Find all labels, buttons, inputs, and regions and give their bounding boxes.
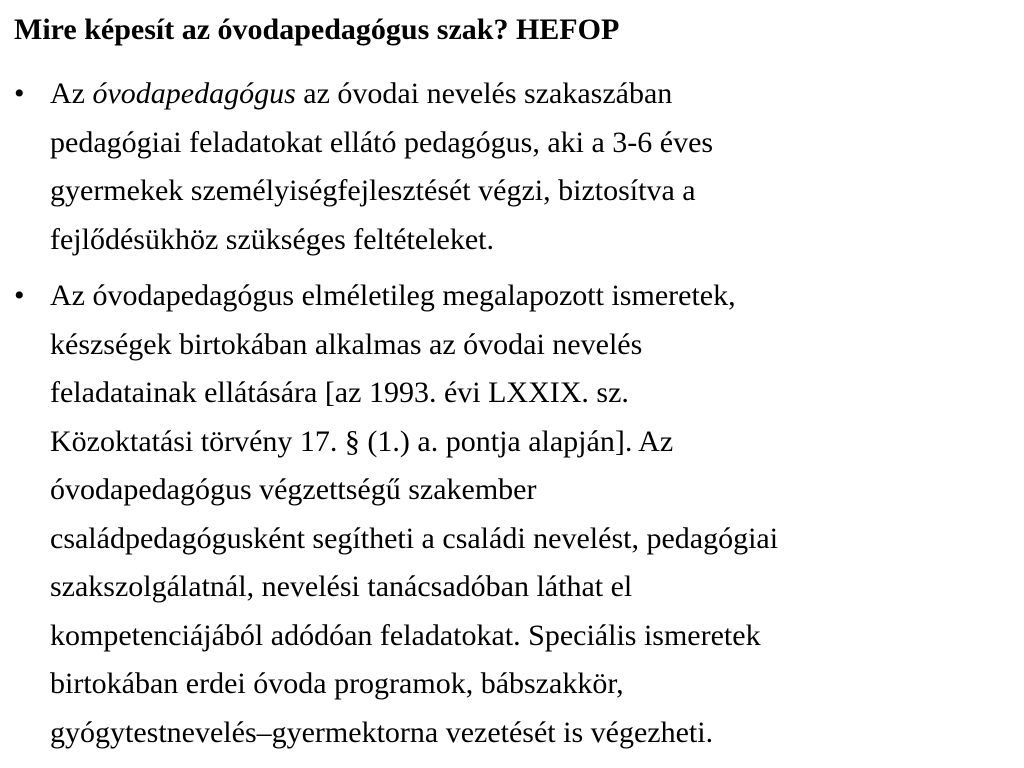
bullet-icon: • <box>14 279 25 312</box>
bullet-icon: • <box>14 77 25 110</box>
bullet-line <box>50 70 1020 119</box>
bullet-line: pedagógiai feladatokat ellátó pedagógus, aki a 3-6 éves <box>50 125 714 159</box>
bullet-line: birtokában erdei óvoda programok, bábszakkör, <box>50 667 624 700</box>
bullet-line: gyermekek személyiségfejlesztését végzi, biztosítva a <box>50 174 696 207</box>
bullet-item <box>14 70 1020 264</box>
slide-title: Mire képesít az óvodapedagógus szak? HEFOP <box>14 13 620 46</box>
bullet-line: családpedagógusként segítheti a családi nevelést, pedagógiai <box>50 521 779 555</box>
bullet-line: készségek birtokában alkalmas az óvodai nevelés <box>50 327 643 361</box>
emphasized-term: óvodapedagógus <box>92 77 296 110</box>
bullet-line: Az óvodapedagógus elméletileg megalapozott ismeretek, <box>50 279 736 312</box>
bullet-line: óvodapedagógus végzettségű szakember <box>50 473 537 506</box>
bullet-line: kompetenciájából adódóan feladatokat. Speciális ismeretek <box>50 618 761 652</box>
bullet-list <box>14 70 1020 765</box>
bullet-line: feladatainak ellátására [az 1993. évi LXXIX. sz. <box>50 376 629 409</box>
text-run: az óvodai nevelés szakaszában <box>295 77 673 110</box>
bullet-line: Közoktatási törvény 17. § (1.) a. pontja alapján]. Az <box>50 424 674 458</box>
text-run: Az <box>50 77 93 110</box>
bullet-line: gyógytestnevelés–gyermektorna vezetését is végezheti. <box>50 715 714 749</box>
bullet-line: szakszolgálatnál, nevelési tanácsadóban láthat el <box>50 570 633 603</box>
bullet-line: fejlődésükhöz szükséges feltételeket. <box>50 222 494 256</box>
bullet-item <box>14 272 1020 757</box>
